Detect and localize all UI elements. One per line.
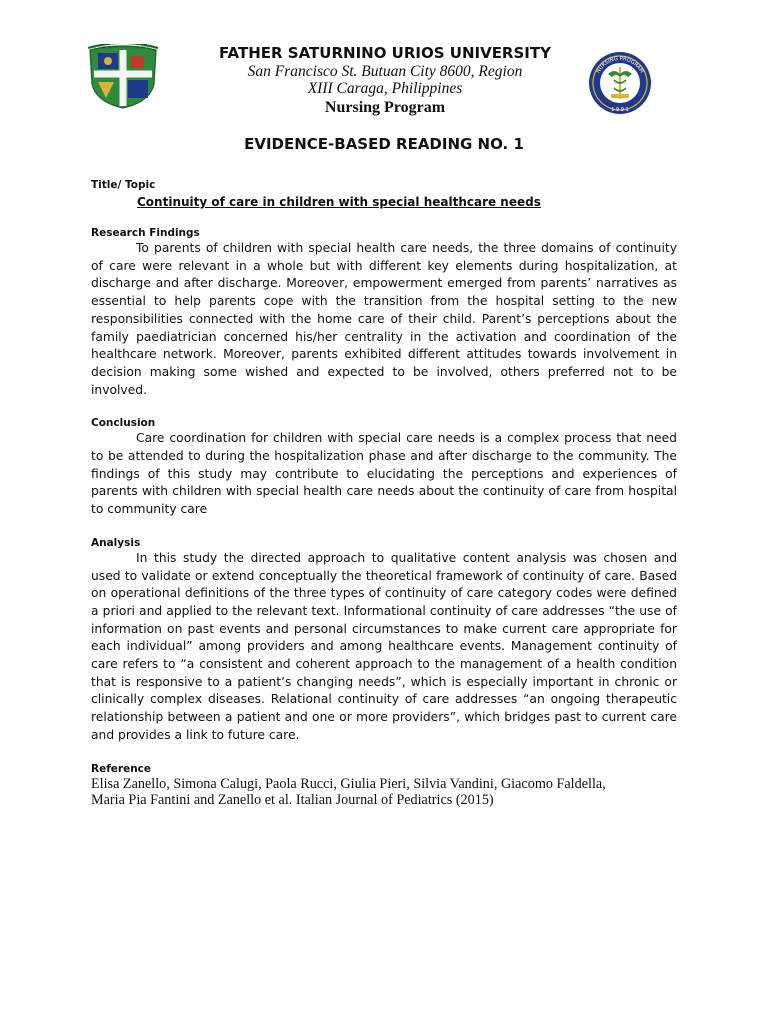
document-title: EVIDENCE-BASED READING NO. 1 bbox=[244, 135, 524, 153]
conclusion-text: Care coordination for children with special care needs is a complex process that need to be attended to during the hospitalization phase and after discharge to the community. The findings of this study may contribute to elucidating the perceptions and experiences of parents with children with special health care needs about the continuity of care from hospital to community care bbox=[91, 431, 677, 517]
research-findings-text: To parents of children with special health care needs, the three domains of continuity of care were relevant in a whole but with different key elements during hospitalization, at discharge and after discharge. Moreover, empowerment emerged from parents’ narratives as essential to help parents cope with the transition from the hospital setting to the new responsibilities connected with the home care of their child. Parent’s perceptions about the family paediatrician concerned his/her centrality in the activation and coordination of the healthcare network. Moreover, parents exhibited different attitudes towards involvement in decision making some wished and expected to be involved, others preferred not to be involved. bbox=[91, 241, 677, 397]
right-logo-text: NURSING PROGRAM bbox=[595, 55, 645, 75]
topic-title: Continuity of care in children with special healthcare needs bbox=[137, 195, 541, 209]
university-seal-logo bbox=[84, 44, 162, 110]
left-logo-text: FR. SATURNINO URIOS UNIVERSITY bbox=[91, 45, 155, 50]
conclusion-label: Conclusion bbox=[91, 417, 156, 430]
program-name: Nursing Program bbox=[324, 99, 446, 116]
analysis-text: In this study the directed approach to qualitative content analysis was chosen and used to validate or extend conceptually the theoretical framework of continuity of care. Based on operational definitions of the three types of continuity of care category codes were defined a priori and applied to the relevant text. Informational continuity of care addresses “the use of information on past events and personal circumstances to make current care appropriate for each individual” among providers and among healthcare events. Management continuity of care refers to “a consistent and coherent approach to the management of a health condition that is responsive to a patient’s changing needs”, which is especially important in chronic or clinically complex diseases. Relational continuity of care addresses “an ongoing therapeutic relationship between a patient and one or more providers”, which bridges past to current care and provides a link to future care. bbox=[91, 550, 677, 742]
university-name: FATHER SATURNINO URIOS UNIVERSITY bbox=[219, 44, 551, 62]
document-body bbox=[91, 178, 677, 808]
nursing-program-seal-logo bbox=[584, 50, 656, 116]
research-findings-label: Research Findings bbox=[91, 227, 200, 239]
address-line-1: San Francisco St. Butuan City 8600, Region bbox=[247, 63, 523, 80]
reference-line-1: Elisa Zanello, Simona Calugi, Paola Rucci, Giulia Pieri, Silvia Vandini, Giacomo Faldella, bbox=[91, 775, 606, 792]
letterhead bbox=[170, 43, 600, 118]
topic-label: Title/ Topic bbox=[91, 179, 156, 191]
reference-label: Reference bbox=[91, 762, 152, 775]
address-line-2: XIII Caraga, Philippines bbox=[307, 80, 463, 97]
analysis-label: Analysis bbox=[91, 536, 141, 549]
reference-line-2: Maria Pia Fantini and Zanello et al. Italian Journal of Pediatrics (2015) bbox=[91, 791, 494, 808]
right-logo-year: 1 9 9 1 bbox=[611, 107, 629, 113]
